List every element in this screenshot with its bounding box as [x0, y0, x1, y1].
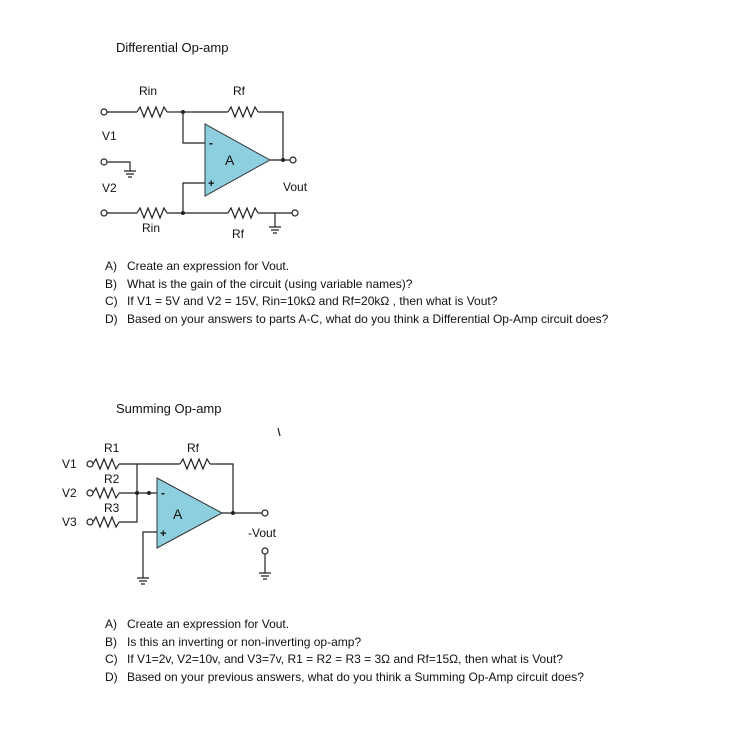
sum-v1-label: V1: [62, 457, 77, 471]
sum-question-a: A) Create an expression for Vout.: [105, 617, 290, 631]
diff-plus-sign: +: [208, 178, 215, 190]
sum-r2-resistor: [93, 488, 119, 498]
sum-r3-lead: [119, 493, 137, 522]
diff-question-b: B) What is the gain of the circuit (using variable names)?: [105, 276, 413, 291]
sum-stray-mark: [278, 428, 280, 436]
sum-ground-terminal: [262, 548, 268, 554]
sum-v2-terminal: [87, 490, 93, 496]
diff-rin-bottom-label: Rin: [142, 221, 161, 235]
diff-question-d: D) Based on your answers to parts A-C, what do you think a Differential Op-Amp circuit does?: [105, 311, 609, 326]
sum-plus-sign: +: [160, 528, 167, 540]
diff-question-a: A) Create an expression for Vout.: [105, 259, 290, 273]
sum-v2-label: V2: [62, 486, 77, 500]
sum-v1-terminal: [87, 461, 93, 467]
diff-v2-label: V2: [102, 181, 117, 195]
sum-op-amp-triangle: [157, 478, 222, 548]
sum-plus-wire: [143, 532, 157, 578]
sum-r2-label: R2: [104, 472, 120, 486]
diff-rf-bottom-label: Rf: [232, 227, 244, 241]
sum-plus-ground-symbol: [137, 578, 149, 584]
sum-v3-label: V3: [62, 515, 77, 529]
sum-rf-label: Rf: [187, 441, 199, 455]
summing-title: Summing Op-amp: [116, 401, 222, 416]
sum-r1-lead: [119, 464, 137, 493]
sum-r3-label: R3: [104, 501, 120, 515]
sum-vout-label: -Vout: [248, 526, 277, 540]
differential-title: Differential Op-amp: [116, 40, 229, 55]
diff-question-c: C) If V1 = 5V and V2 = 15V, Rin=10kΩ and Rf=20kΩ , then what is Vout?: [105, 294, 498, 308]
sum-question-b: B) Is this an inverting or non-inverting op-amp?: [105, 634, 362, 649]
sum-question-c: C) If V1=2v, V2=10v, and V3=7v, R1 = R2 = R3 = 3Ω and Rf=15Ω, then what is Vout?: [105, 652, 563, 666]
sum-r1-label: R1: [104, 441, 120, 455]
sum-v3-terminal: [87, 519, 93, 525]
sum-feedback-wire: [210, 464, 233, 513]
diff-rf-top-label: Rf: [233, 84, 245, 98]
diff-vout-label: Vout: [283, 180, 308, 194]
diff-minus-sign: -: [209, 136, 213, 150]
diff-v1-label: V1: [102, 129, 117, 143]
sum-minus-sign: -: [161, 486, 165, 500]
sum-op-amp-label: A: [173, 506, 183, 522]
sum-r3-resistor: [93, 517, 119, 527]
sum-r1-resistor: [93, 459, 119, 469]
sum-ground-terminal-symbol: [259, 573, 271, 579]
diff-op-amp-label: A: [225, 152, 235, 168]
sum-vout-terminal: [262, 510, 268, 516]
sum-question-d: D) Based on your previous answers, what do you think a Summing Op-Amp circuit does?: [105, 669, 584, 684]
summing-questions: [105, 616, 584, 686]
diff-rin-top-label: Rin: [139, 84, 158, 98]
sum-rf-resistor: [180, 459, 210, 469]
